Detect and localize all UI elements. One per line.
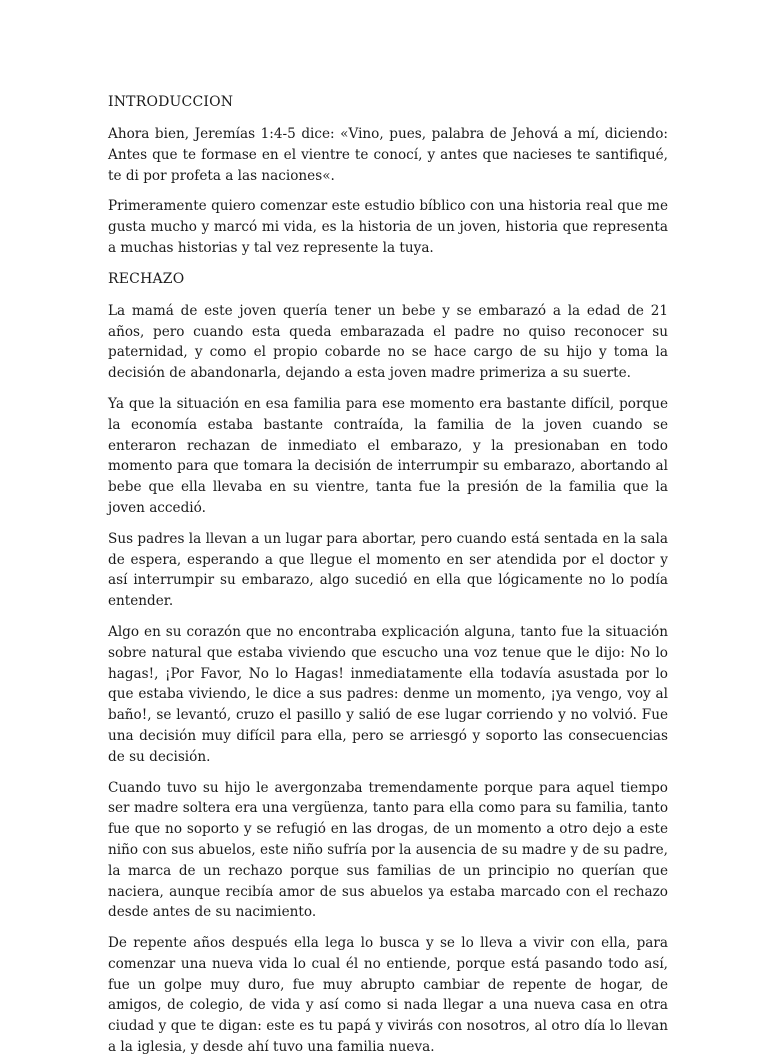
paragraph-rechazo-3: Sus padres la llevan a un lugar para abortar, pero cuando está sentada en la sala de espera, esperando a que llegue el momento en ser atendida por el doctor y así interrumpir su embarazo, algo sucedió en ella que lógicamente no lo podía entender.	[108, 530, 668, 610]
paragraph-rechazo-6: De repente años después ella lega lo busca y se lo lleva a vivir con ella, para comenzar una nueva vida lo cual él no entiende, porque está pasando todo así, fue un golpe muy duro, fue muy abrupto cambiar de repente de hogar, de amigos, de colegio, de vida y así como si nada llegar a una nueva casa en otra ciudad y que te digan: este es tu papá y vivirás con nosotros, al otro día lo llevan a la iglesia, y desde ahí tuvo una familia nueva.	[108, 935, 668, 1056]
paragraph-rechazo-1: La mamá de este joven quería tener un bebe y se embarazó a la edad de 21 años, pero cuando esta queda embarazada el padre no quiso reconocer su paternidad, y como el propio cobarde no se hace cargo de su hijo y toma la decisión de abandonarla, dejando a esta joven madre primeriza a su suerte.	[108, 302, 668, 382]
paragraph-rechazo-2: Ya que la situación en esa familia para ese momento era bastante difícil, porque la economía estaba bastante contraída, la familia de la joven cuando se enteraron rechazan de inmediato el embarazo, y la presionaban en todo momento para que tomara la decisión de interrumpir su embarazo, abortando al bebe que ella llevaba en su vientre, tanta fue la presión de la familia que la joven accedió.	[108, 395, 668, 516]
paragraph-rechazo-5: Cuando tuvo su hijo le avergonzaba tremendamente porque para aquel tiempo ser madre soltera era una vergüenza, tanto para ella como para su familia, tanto fue que no soporto y se refugió en las drogas, de un momento a otro dejo a este niño con sus abuelos, este niño sufría por la ausencia de su madre y de su padre, la marca de un rechazo porque sus familias de un principio no querían que naciera, aunque recibía amor de sus abuelos ya estaba marcado con el rechazo desde antes de su nacimiento.	[108, 779, 668, 921]
paragraph-intro-1: Ahora bien, Jeremías 1:4-5 dice: «Vino, pues, palabra de Jehová a mí, diciendo: Antes que te formase en el vientre te conocí, y antes que nacieses te santifiqué, te di por profeta a las naciones«.	[108, 126, 668, 184]
paragraph-intro-2: Primeramente quiero comenzar este estudio bíblico con una historia real que me gusta mucho y marcó mi vida, es la historia de un joven, historia que representa a muchas historias y tal vez represente la tuya.	[108, 198, 668, 256]
paragraph-rechazo-4: Algo en su corazón que no encontraba explicación alguna, tanto fue la situación sobre natural que estaba viviendo que escucho una voz tenue que le dijo: No lo hagas!, ¡Por Favor, No lo Hagas! inmediatamente ella todavía asustada por lo que estaba viviendo, le dice a sus padres: denme un momento, ¡ya vengo, voy al baño!, se levantó, cruzo el pasillo y salió de ese lugar corriendo y no volvió. Fue una decisión muy difícil para ella, pero se arriesgó y soporto las consecuencias de su decisión.	[108, 623, 668, 765]
section-heading-rechazo: RECHAZO	[108, 270, 185, 287]
section-heading-introduccion: INTRODUCCION	[108, 94, 234, 110]
